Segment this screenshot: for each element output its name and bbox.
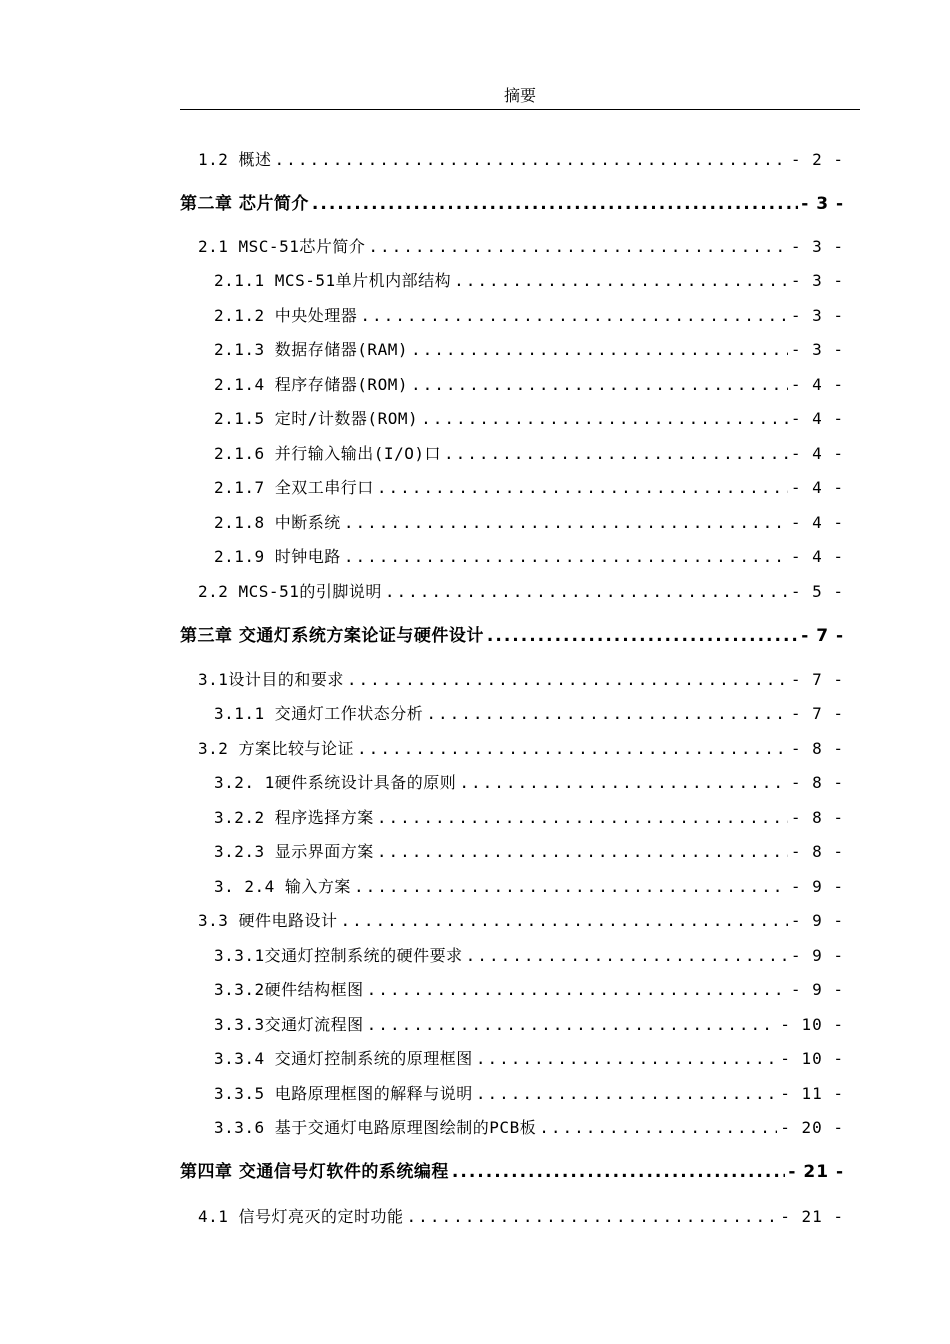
toc-dot-leader bbox=[360, 303, 788, 329]
toc-page-number: - 2 - bbox=[790, 150, 844, 169]
toc-dot-leader bbox=[312, 191, 798, 217]
toc-page-number: - 7 - bbox=[790, 670, 844, 689]
toc-dot-leader bbox=[344, 510, 788, 536]
toc-entry-title: 2.1.2 中央处理器 bbox=[214, 306, 358, 325]
toc-page-number: - 21 - bbox=[788, 1162, 844, 1182]
toc-page-number: - 8 - bbox=[790, 842, 844, 861]
toc-dot-leader bbox=[344, 544, 788, 570]
toc-page-number: - 9 - bbox=[790, 911, 844, 930]
toc-entry[interactable] bbox=[214, 977, 844, 1003]
toc-entry[interactable] bbox=[214, 701, 844, 727]
toc-entry[interactable] bbox=[214, 1115, 844, 1141]
toc-dot-leader bbox=[459, 770, 788, 796]
toc-entry[interactable] bbox=[214, 372, 844, 398]
toc-dot-leader bbox=[367, 977, 788, 1003]
toc-page-number: - 4 - bbox=[790, 547, 844, 566]
toc-page-number: - 3 - bbox=[790, 340, 844, 359]
toc-entry-title: 3.3.6 基于交通灯电路原理图绘制的PCB板 bbox=[214, 1118, 537, 1137]
toc-entry[interactable] bbox=[198, 908, 844, 934]
toc-dot-leader bbox=[357, 736, 788, 762]
toc-page-number: - 9 - bbox=[790, 877, 844, 896]
toc-entry[interactable] bbox=[198, 147, 844, 173]
toc-page-number: - 20 - bbox=[780, 1118, 844, 1137]
toc-entry-title: 3.1设计目的和要求 bbox=[198, 670, 344, 689]
toc-entry-title: 第三章 交通灯系统方案论证与硬件设计 bbox=[180, 626, 484, 646]
toc-page-number: - 10 - bbox=[780, 1015, 844, 1034]
toc-page-number: - 4 - bbox=[790, 513, 844, 532]
toc-dot-leader bbox=[444, 441, 788, 467]
toc-page-number: - 7 - bbox=[801, 626, 844, 646]
toc-dot-leader bbox=[411, 337, 788, 363]
toc-entry[interactable] bbox=[198, 1204, 844, 1230]
toc-entry-title: 2.1.5 定时/计数器(ROM) bbox=[214, 409, 419, 428]
toc-page-number: - 8 - bbox=[790, 739, 844, 758]
toc-entry[interactable] bbox=[214, 805, 844, 831]
toc-entry-title: 2.1.6 并行输入输出(I/O)口 bbox=[214, 444, 441, 463]
toc-page-number: - 7 - bbox=[790, 704, 844, 723]
toc-entry-title: 2.1.4 程序存储器(ROM) bbox=[214, 375, 408, 394]
toc-entry-title: 2.1.8 中断系统 bbox=[214, 513, 341, 532]
toc-dot-leader bbox=[452, 1159, 785, 1185]
toc-entry[interactable] bbox=[214, 268, 844, 294]
toc-page-number: - 3 - bbox=[790, 306, 844, 325]
toc-page-number: - 21 - bbox=[780, 1207, 844, 1226]
toc-dot-leader bbox=[454, 268, 788, 294]
toc-entry[interactable] bbox=[198, 234, 844, 260]
toc-entry-title: 4.1 信号灯亮灭的定时功能 bbox=[198, 1207, 404, 1226]
toc-entry-title: 3.3.3交通灯流程图 bbox=[214, 1015, 364, 1034]
toc-page-number: - 3 - bbox=[790, 237, 844, 256]
toc-entry-title: 2.1 MSC-51芯片简介 bbox=[198, 237, 366, 256]
toc-entry[interactable] bbox=[214, 510, 844, 536]
toc-entry-title: 2.1.7 全双工串行口 bbox=[214, 478, 374, 497]
toc-dot-leader bbox=[377, 475, 788, 501]
toc-entry[interactable] bbox=[214, 406, 844, 432]
toc-entry-title: 1.2 概述 bbox=[198, 150, 272, 169]
toc-dot-leader bbox=[407, 1204, 778, 1230]
toc-page-number: - 8 - bbox=[790, 808, 844, 827]
toc-page-number: - 9 - bbox=[790, 980, 844, 999]
toc-page-number: - 9 - bbox=[790, 946, 844, 965]
toc-dot-leader bbox=[466, 943, 788, 969]
toc-entry-title: 3.3.1交通灯控制系统的硬件要求 bbox=[214, 946, 463, 965]
toc-entry-title: 3.1.1 交通灯工作状态分析 bbox=[214, 704, 424, 723]
toc-page-number: - 3 - bbox=[790, 271, 844, 290]
toc-entry-title: 3.3 硬件电路设计 bbox=[198, 911, 338, 930]
toc-dot-leader bbox=[421, 406, 788, 432]
toc-entry[interactable] bbox=[214, 475, 844, 501]
toc-dot-leader bbox=[275, 147, 788, 173]
toc-entry[interactable] bbox=[214, 943, 844, 969]
toc-page-number: - 4 - bbox=[790, 409, 844, 428]
toc-entry[interactable] bbox=[214, 441, 844, 467]
toc-entry-title: 2.1.1 MCS-51单片机内部结构 bbox=[214, 271, 452, 290]
toc-entry-title: 3.2. 1硬件系统设计具备的原则 bbox=[214, 773, 457, 792]
toc-dot-leader bbox=[367, 1012, 778, 1038]
toc-entry-title: 3. 2.4 输入方案 bbox=[214, 877, 351, 896]
toc-entry[interactable] bbox=[214, 1081, 844, 1107]
toc-entry-title: 第四章 交通信号灯软件的系统编程 bbox=[180, 1162, 449, 1182]
toc-entry[interactable] bbox=[214, 839, 844, 865]
toc-entry[interactable] bbox=[214, 1046, 844, 1072]
page-header-title: 摘要 bbox=[503, 86, 536, 105]
toc-entry[interactable] bbox=[214, 770, 844, 796]
toc-page-number: - 4 - bbox=[790, 444, 844, 463]
toc-entry[interactable] bbox=[198, 667, 844, 693]
toc-entry-title: 3.3.5 电路原理框图的解释与说明 bbox=[214, 1084, 473, 1103]
toc-entry-title: 2.1.9 时钟电路 bbox=[214, 547, 341, 566]
toc-entry-title: 3.2.3 显示界面方案 bbox=[214, 842, 374, 861]
toc-entry-title: 3.3.2硬件结构框图 bbox=[214, 980, 364, 999]
toc-dot-leader bbox=[368, 234, 787, 260]
toc-dot-leader bbox=[411, 372, 788, 398]
toc-dot-leader bbox=[426, 701, 788, 727]
toc-page-number: - 10 - bbox=[780, 1049, 844, 1068]
toc-entry[interactable] bbox=[214, 303, 844, 329]
toc-chapter-entry[interactable] bbox=[180, 1159, 844, 1185]
toc-entry-title: 3.2 方案比较与论证 bbox=[198, 739, 355, 758]
toc-entry-title: 第二章 芯片简介 bbox=[180, 194, 309, 214]
toc-page-number: - 11 - bbox=[780, 1084, 844, 1103]
toc-entry[interactable] bbox=[214, 1012, 844, 1038]
toc-dot-leader bbox=[476, 1046, 777, 1072]
toc-page-number: - 5 - bbox=[790, 582, 844, 601]
toc-dot-leader bbox=[385, 579, 788, 605]
toc-entry[interactable] bbox=[198, 736, 844, 762]
toc-dot-leader bbox=[539, 1115, 777, 1141]
toc-dot-leader bbox=[347, 667, 788, 693]
toc-dot-leader bbox=[341, 908, 788, 934]
toc-entry[interactable] bbox=[214, 544, 844, 570]
toc-entry[interactable] bbox=[198, 579, 844, 605]
toc-page-number: - 4 - bbox=[790, 478, 844, 497]
toc-page-number: - 8 - bbox=[790, 773, 844, 792]
toc-entry[interactable] bbox=[214, 337, 844, 363]
toc-entry-title: 3.2.2 程序选择方案 bbox=[214, 808, 374, 827]
toc-chapter-entry[interactable] bbox=[180, 623, 844, 649]
toc-dot-leader bbox=[377, 805, 788, 831]
toc-entry-title: 2.2 MCS-51的引脚说明 bbox=[198, 582, 382, 601]
toc-chapter-entry[interactable] bbox=[180, 191, 844, 217]
toc-dot-leader bbox=[377, 839, 788, 865]
toc-page-number: - 3 - bbox=[801, 194, 844, 214]
toc-dot-leader bbox=[354, 874, 788, 900]
toc-dot-leader bbox=[476, 1081, 777, 1107]
toc-dot-leader bbox=[487, 623, 798, 649]
toc-entry-title: 2.1.3 数据存储器(RAM) bbox=[214, 340, 408, 359]
toc-entry-title: 3.3.4 交通灯控制系统的原理框图 bbox=[214, 1049, 473, 1068]
toc-entry[interactable] bbox=[214, 874, 844, 900]
toc-page-number: - 4 - bbox=[790, 375, 844, 394]
